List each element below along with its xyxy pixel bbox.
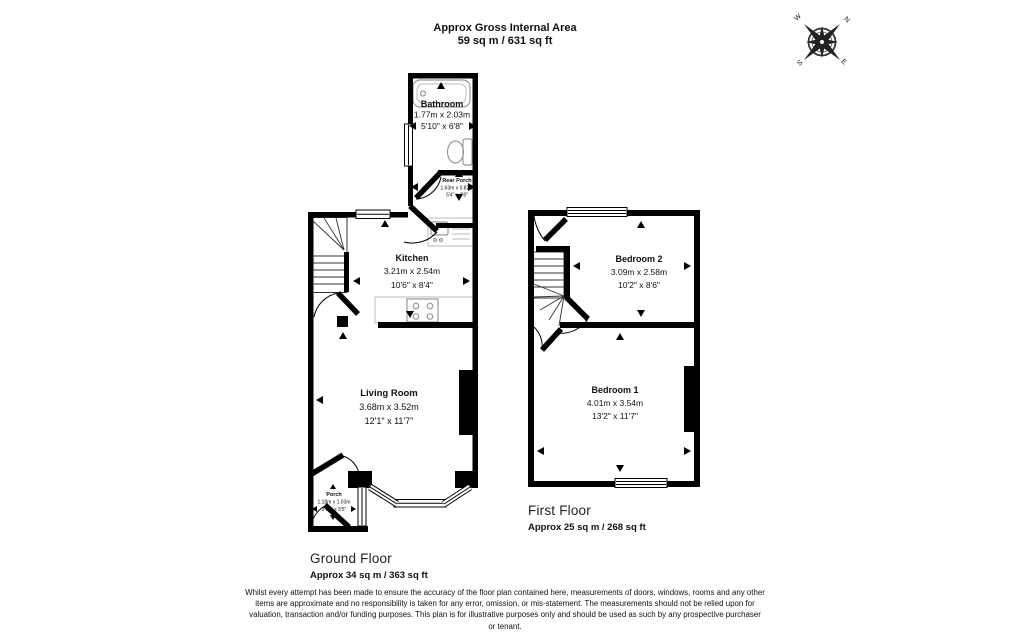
first-floor-windows xyxy=(567,208,667,488)
porch-imperial: 3'10" x 3'5" xyxy=(321,507,347,513)
header-area: 59 sq m / 631 sq ft xyxy=(457,35,553,47)
first-floor-stairs xyxy=(533,252,564,326)
porch-label: Porch xyxy=(326,492,342,498)
living-room-label: Living Room xyxy=(360,388,418,399)
bedroom1-metric: 4.01m x 3.54m xyxy=(586,398,644,408)
kitchen-imperial: 10'6" x 8'4" xyxy=(391,280,433,290)
bathroom-label: Bathroom xyxy=(420,99,464,109)
bathroom-metric: 1.77m x 2.03m xyxy=(413,109,471,120)
compass-s-label: S xyxy=(796,59,805,68)
rear-porch-label: Rear Porch xyxy=(442,178,472,184)
kitchen-label: Kitchen xyxy=(395,253,429,263)
ground-floor-plan xyxy=(308,73,478,532)
first-floor-caption xyxy=(528,503,646,533)
bedroom2-metric: 3.09m x 2.58m xyxy=(610,267,668,277)
ground-floor-caption xyxy=(310,551,428,581)
compass-e-label: E xyxy=(839,58,848,67)
first-floor-doors xyxy=(534,216,588,350)
disclaimer-text: Whilst every attempt has been made to ensure the accuracy of the floor plan contained here, measurements of doors, windows, rooms and any other items are approximate and no responsibility is taken for any error, omission, or mis-statement. The measurements should not be relied upon for valuation, transaction and/or funding purposes. This plan is for illustrative purposes only and should be used as such by any prospective purchaser or tenant. xyxy=(245,588,765,631)
ground-floor-doors xyxy=(311,173,441,527)
first-floor-room-labels xyxy=(587,254,667,421)
bedroom1-label: Bedroom 1 xyxy=(591,385,639,395)
first-floor-walls xyxy=(528,210,700,487)
rear-porch-imperial: 5'4" x 2'8" xyxy=(446,192,468,199)
toilet-icon xyxy=(448,139,473,165)
stove-icon xyxy=(375,297,473,323)
first-floor-plan xyxy=(528,208,700,488)
porch-metric: 1.18m x 1.03m xyxy=(317,499,351,506)
compass-n-label: N xyxy=(842,15,851,25)
compass-rose-icon xyxy=(793,13,851,68)
bedroom2-label: Bedroom 2 xyxy=(615,254,663,264)
rear-porch-metric: 1.63m x 0.82m xyxy=(440,185,474,192)
first-floor-title: First Floor xyxy=(528,503,591,518)
ground-floor-title: Ground Floor xyxy=(310,551,392,566)
ground-floor-area: Approx 34 sq m / 363 sq ft xyxy=(310,570,428,581)
kitchen-metric: 3.21m x 2.54m xyxy=(383,266,441,276)
ground-floor-room-labels xyxy=(317,99,473,513)
bathroom-imperial: 5'10" x 6'8" xyxy=(421,121,463,131)
living-room-metric: 3.68m x 3.52m xyxy=(359,402,419,412)
ground-floor-stairs xyxy=(313,218,347,293)
ground-floor-measure-arrows xyxy=(312,82,476,520)
bedroom2-imperial: 10'2" x 8'6" xyxy=(618,280,660,290)
compass-w-label: W xyxy=(793,13,803,23)
bedroom1-imperial: 13'2" x 11'7" xyxy=(592,411,638,421)
living-room-imperial: 12'1" x 11'7" xyxy=(364,416,414,426)
header-title: Approx Gross Internal Area xyxy=(433,22,577,34)
first-floor-area: Approx 25 sq m / 268 sq ft xyxy=(528,522,646,533)
